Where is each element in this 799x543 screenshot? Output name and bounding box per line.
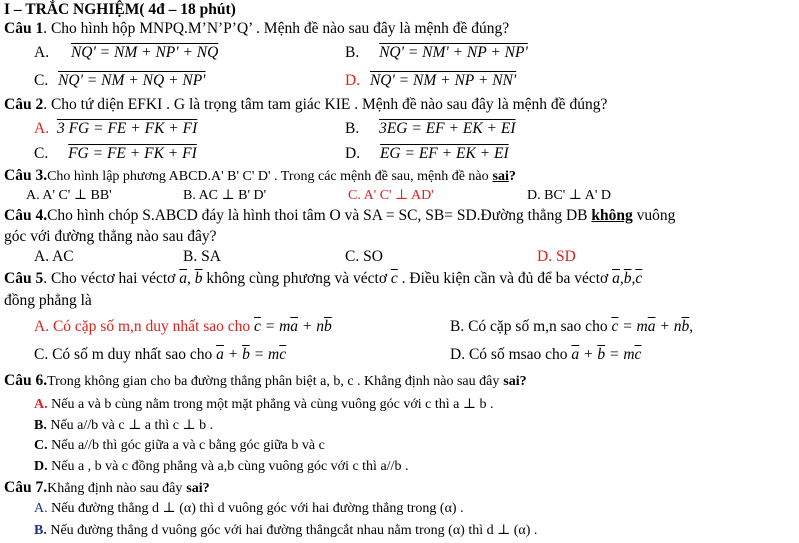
q5-option-c-expr: $\overline{a} + \overline{b} = m\overline{c}$ <box>216 346 287 363</box>
q6-option-a-label: A. <box>34 397 48 412</box>
question-2-label: Câu 2 <box>4 96 44 113</box>
q5-option-d <box>450 346 641 364</box>
q1-option-c <box>34 72 205 90</box>
q1-option-d-label: D. <box>345 72 361 89</box>
q5-option-d-text: D. Có số msao cho <box>450 346 568 363</box>
q2-option-c-expr: FG = FE + FK + FI <box>68 145 197 162</box>
q1-option-a <box>34 44 218 62</box>
q5-option-d-expr: $\overline{a} + \overline{b} = m\overline{c}$ <box>571 346 642 363</box>
q1-option-d-expr: NQ' = NM + NP + NN' <box>369 72 517 89</box>
q2-option-b-label: B. <box>345 120 360 137</box>
question-1-text: . Cho hình hộp MNPQ.M’N’P’Q’ . Mệnh đề nào sau đây là mệnh đề đúng? <box>43 20 510 37</box>
q2-option-a-label: A. <box>34 120 50 137</box>
question-6 <box>4 372 527 391</box>
q6-option-b-text: Nếu a//b và c ⊥ a thì c ⊥ b . <box>46 418 214 433</box>
q6-option-c-text: Nếu a//b thì góc giữa a và c bằng góc giữa b và c <box>47 438 325 453</box>
vectors-abc: $\overline{a},\overline{b},\overline{c}$ <box>612 270 643 287</box>
question-6-label: Câu 6. <box>4 372 48 389</box>
q4-option-b: B. SA <box>183 248 221 265</box>
q5-option-c <box>34 346 286 364</box>
q2-option-a <box>34 120 197 138</box>
q1-option-a-expr: NQ' = NM + NP' + NQ <box>70 44 219 61</box>
question-5 <box>4 270 642 288</box>
question-3-label: Câu 3. <box>4 167 48 184</box>
q1-option-c-label: C. <box>34 72 49 89</box>
q1-option-c-expr: NQ' = NM + NQ + NP' <box>58 72 206 89</box>
q6-option-d-text: Nếu a , b và c đồng phẳng và a,b cùng vuông góc với c thì a//b . <box>47 459 409 474</box>
section-title: I – TRẮC NGHIỆM( 4đ – 18 phút) <box>4 1 236 18</box>
q4-option-a: A. AC <box>34 248 74 265</box>
question-2 <box>4 96 607 114</box>
question-4 <box>4 207 675 225</box>
q2-option-d <box>345 145 509 163</box>
q3-option-b: B. AC ⊥ B' D' <box>183 188 267 203</box>
q6-option-a <box>34 396 494 414</box>
vector-a-b: $\overline{a}$, $\overline{b}$ <box>179 270 203 287</box>
q1-option-d <box>345 72 516 90</box>
question-3 <box>4 167 516 186</box>
question-7 <box>4 479 210 498</box>
q6-option-c <box>34 437 325 455</box>
question-5-text-b: không cùng phương và véctơ <box>206 270 388 287</box>
q3-option-d: D. BC' ⊥ A' D <box>527 188 611 203</box>
q7-option-b-text: Nếu đường thẳng d vuông góc với hai đường thẳngcắt nhau nằm trong (α) thì d ⊥ (α) . <box>46 523 538 538</box>
question-4-text-end: vuông <box>636 207 676 224</box>
question-6-end: ? <box>519 374 527 389</box>
question-7-label: Câu 7. <box>4 479 48 496</box>
question-6-sai: sai <box>503 374 520 389</box>
q2-option-c-label: C. <box>34 145 49 162</box>
question-4-continued: góc với đường thẳng nào sau đây? <box>4 228 217 245</box>
q5-option-a <box>34 318 332 340</box>
q6-option-b-label: B. <box>34 418 47 433</box>
q5-option-c-text: C. Có số m duy nhất sao cho <box>34 346 213 363</box>
q2-option-d-label: D. <box>345 145 361 162</box>
q6-option-d <box>34 458 408 476</box>
question-4-label: Câu 4. <box>4 207 48 224</box>
q6-option-c-label: C. <box>34 438 48 453</box>
question-7-sai: sai <box>186 481 203 496</box>
q5-option-a-text: A. Có cặp số m,n duy nhất sao cho <box>34 318 251 335</box>
q7-option-a-label: A. <box>34 501 48 516</box>
question-3-text: Cho hình lập phương ABCD.A' B' C' D' . Trong các mệnh đề sau, mệnh đề nào <box>47 169 489 184</box>
vector-c: $\overline{c}$ <box>390 270 398 287</box>
question-5-label: Câu 5 <box>4 270 44 287</box>
q7-option-a <box>34 500 464 518</box>
question-4-text: Cho hình chóp S.ABCD đáy là hình thoi tâm O và SA = SC, SB= SD.Đường thẳng DB <box>47 207 588 224</box>
q5-option-b-expr: $\overline{c} = m\overline{a} + n\overline{b}$, <box>611 318 694 335</box>
q2-option-d-expr: EG = EF + EK + EI <box>379 145 509 162</box>
q2-option-a-expr: 3 FG = FE + FK + FI <box>56 120 198 137</box>
q6-option-d-label: D. <box>34 459 48 474</box>
q7-option-a-text: Nếu đường thẳng d ⊥ (α) thì d vuông góc với hai đường thẳng trong (α) . <box>47 501 464 516</box>
question-1 <box>4 20 509 38</box>
q5-option-a-expr: $\overline{c} = m\overline{a} + n\overline{b}$ <box>253 318 332 335</box>
question-4-khong: không <box>591 207 633 224</box>
question-7-text: Khẳng định nào sau đây <box>47 481 183 496</box>
q1-option-b <box>345 44 528 62</box>
q6-option-a-text: Nếu a và b cùng nằm trong một mặt phẳng và cùng vuông góc với c thì a ⊥ b . <box>47 397 494 412</box>
q6-option-b <box>34 417 213 435</box>
q4-option-c: C. SO <box>345 248 383 265</box>
q7-option-b <box>34 522 537 540</box>
q5-option-b-text: B. Có cặp số m,n sao cho <box>450 318 608 335</box>
q2-option-b <box>345 120 516 138</box>
question-7-end: ? <box>202 481 210 496</box>
q5-option-b <box>450 318 693 336</box>
q1-option-a-label: A. <box>34 44 50 61</box>
question-5-text: . Cho véctơ hai véctơ <box>43 270 176 287</box>
question-6-text: Trong không gian cho ba đường thẳng phân biệt a, b, c . Khẳng định nào sau đây <box>47 374 500 389</box>
question-5-text-c: . Điều kiện cần và đủ để ba véctơ <box>401 270 609 287</box>
q7-option-b-label: B. <box>34 523 47 538</box>
question-3-sai: sai <box>492 169 509 184</box>
q3-option-c: C. A' C' ⊥ AD' <box>348 188 434 203</box>
q1-option-b-label: B. <box>345 44 360 61</box>
question-2-text: . Cho tứ diện EFKI . G là trọng tâm tam giác KIE . Mệnh đề nào sau đây là mệnh đề đúng? <box>43 96 608 113</box>
question-1-label: Câu 1 <box>4 20 44 37</box>
q2-option-b-expr: 3EG = EF + EK + EI <box>379 120 516 137</box>
q4-option-d: D. SD <box>537 248 576 265</box>
q1-option-b-expr: NQ' = NM' + NP + NP' <box>379 44 528 61</box>
q2-option-c <box>34 145 197 163</box>
question-3-end: ? <box>508 169 516 184</box>
q3-option-a: A. A' C' ⊥ BB' <box>26 188 112 203</box>
question-5-continued: đồng phẳng là <box>4 292 92 309</box>
